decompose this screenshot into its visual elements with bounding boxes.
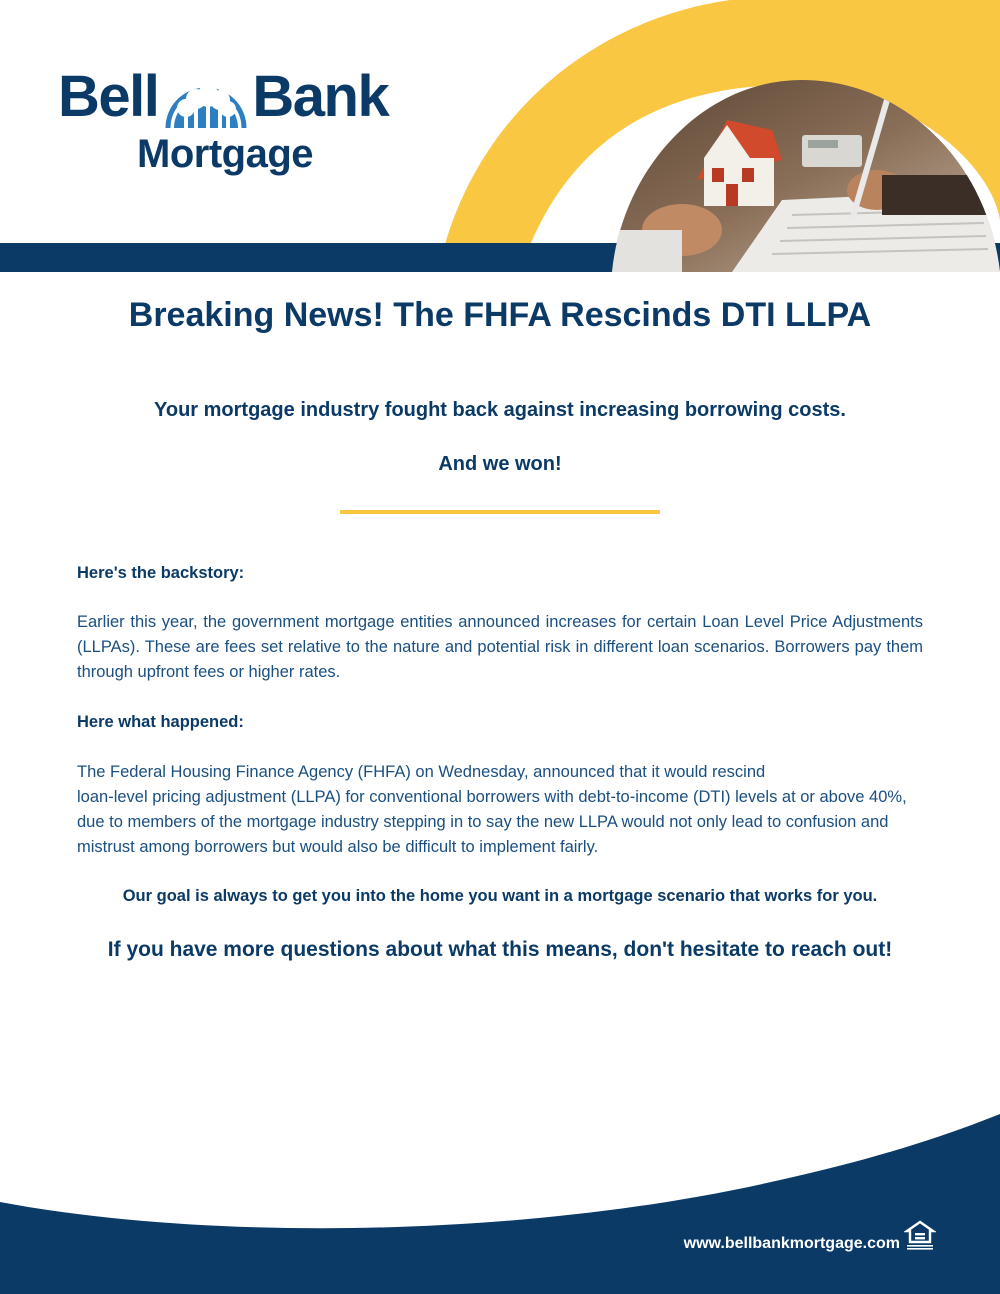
call-to-action: If you have more questions about what this means, don't hesitate to reach out!: [107, 938, 893, 961]
house-model-photo: [612, 80, 1000, 272]
bell-bank-mortgage-logo: [58, 66, 418, 181]
backstory-heading: Here's the backstory:: [77, 564, 245, 582]
footer-navy-wave: [0, 1100, 1000, 1294]
subtitle: Your mortgage industry fought back against increasing borrowing costs.: [154, 399, 846, 421]
backstory-heading-block: [77, 561, 923, 585]
happened-paragraph-line1: The Federal Housing Finance Agency (FHFA) on Wednesday, announced that it would rescind: [77, 763, 766, 781]
yellow-divider: [340, 510, 660, 514]
happened-paragraph-block: [77, 760, 923, 860]
logo-word-bank: Bank: [252, 64, 389, 129]
happened-heading: Here what happened:: [77, 713, 244, 731]
backstory-paragraph-block: [77, 610, 923, 685]
subtitle-and-we-won: And we won!: [438, 453, 562, 475]
happened-paragraph: loan-level pricing adjustment (LLPA) for conventional borrowers with debt-to-income (DTI) levels at or above 40%, due to members of the mortgage industry stepping in to say the new LLPA would not only lead to confusion and mistrust among borrowers but would also be difficult to implement fairly.: [77, 788, 907, 856]
logo-word-mortgage: Mortgage: [137, 132, 313, 176]
happened-heading-block: [77, 710, 923, 734]
backstory-paragraph: Earlier this year, the government mortgage entities announced increases for certain Loan Level Price Adjustments (LLPAs). These are fees set relative to the nature and potential risk in different loan scenarios. Borrowers pay them through upfront fees or higher rates.: [77, 613, 923, 681]
page-title: Breaking News! The FHFA Rescinds DTI LLPA: [128, 296, 872, 334]
footer-website-link[interactable]: www.bellbankmortgage.com: [683, 1235, 900, 1252]
goal-statement: Our goal is always to get you into the home you want in a mortgage scenario that works for you.: [122, 887, 878, 905]
logo-word-bell: Bell: [58, 64, 159, 129]
equal-housing-lender-icon: [904, 1220, 936, 1252]
tree-emblem-icon: [164, 66, 248, 128]
header: [0, 0, 1000, 272]
